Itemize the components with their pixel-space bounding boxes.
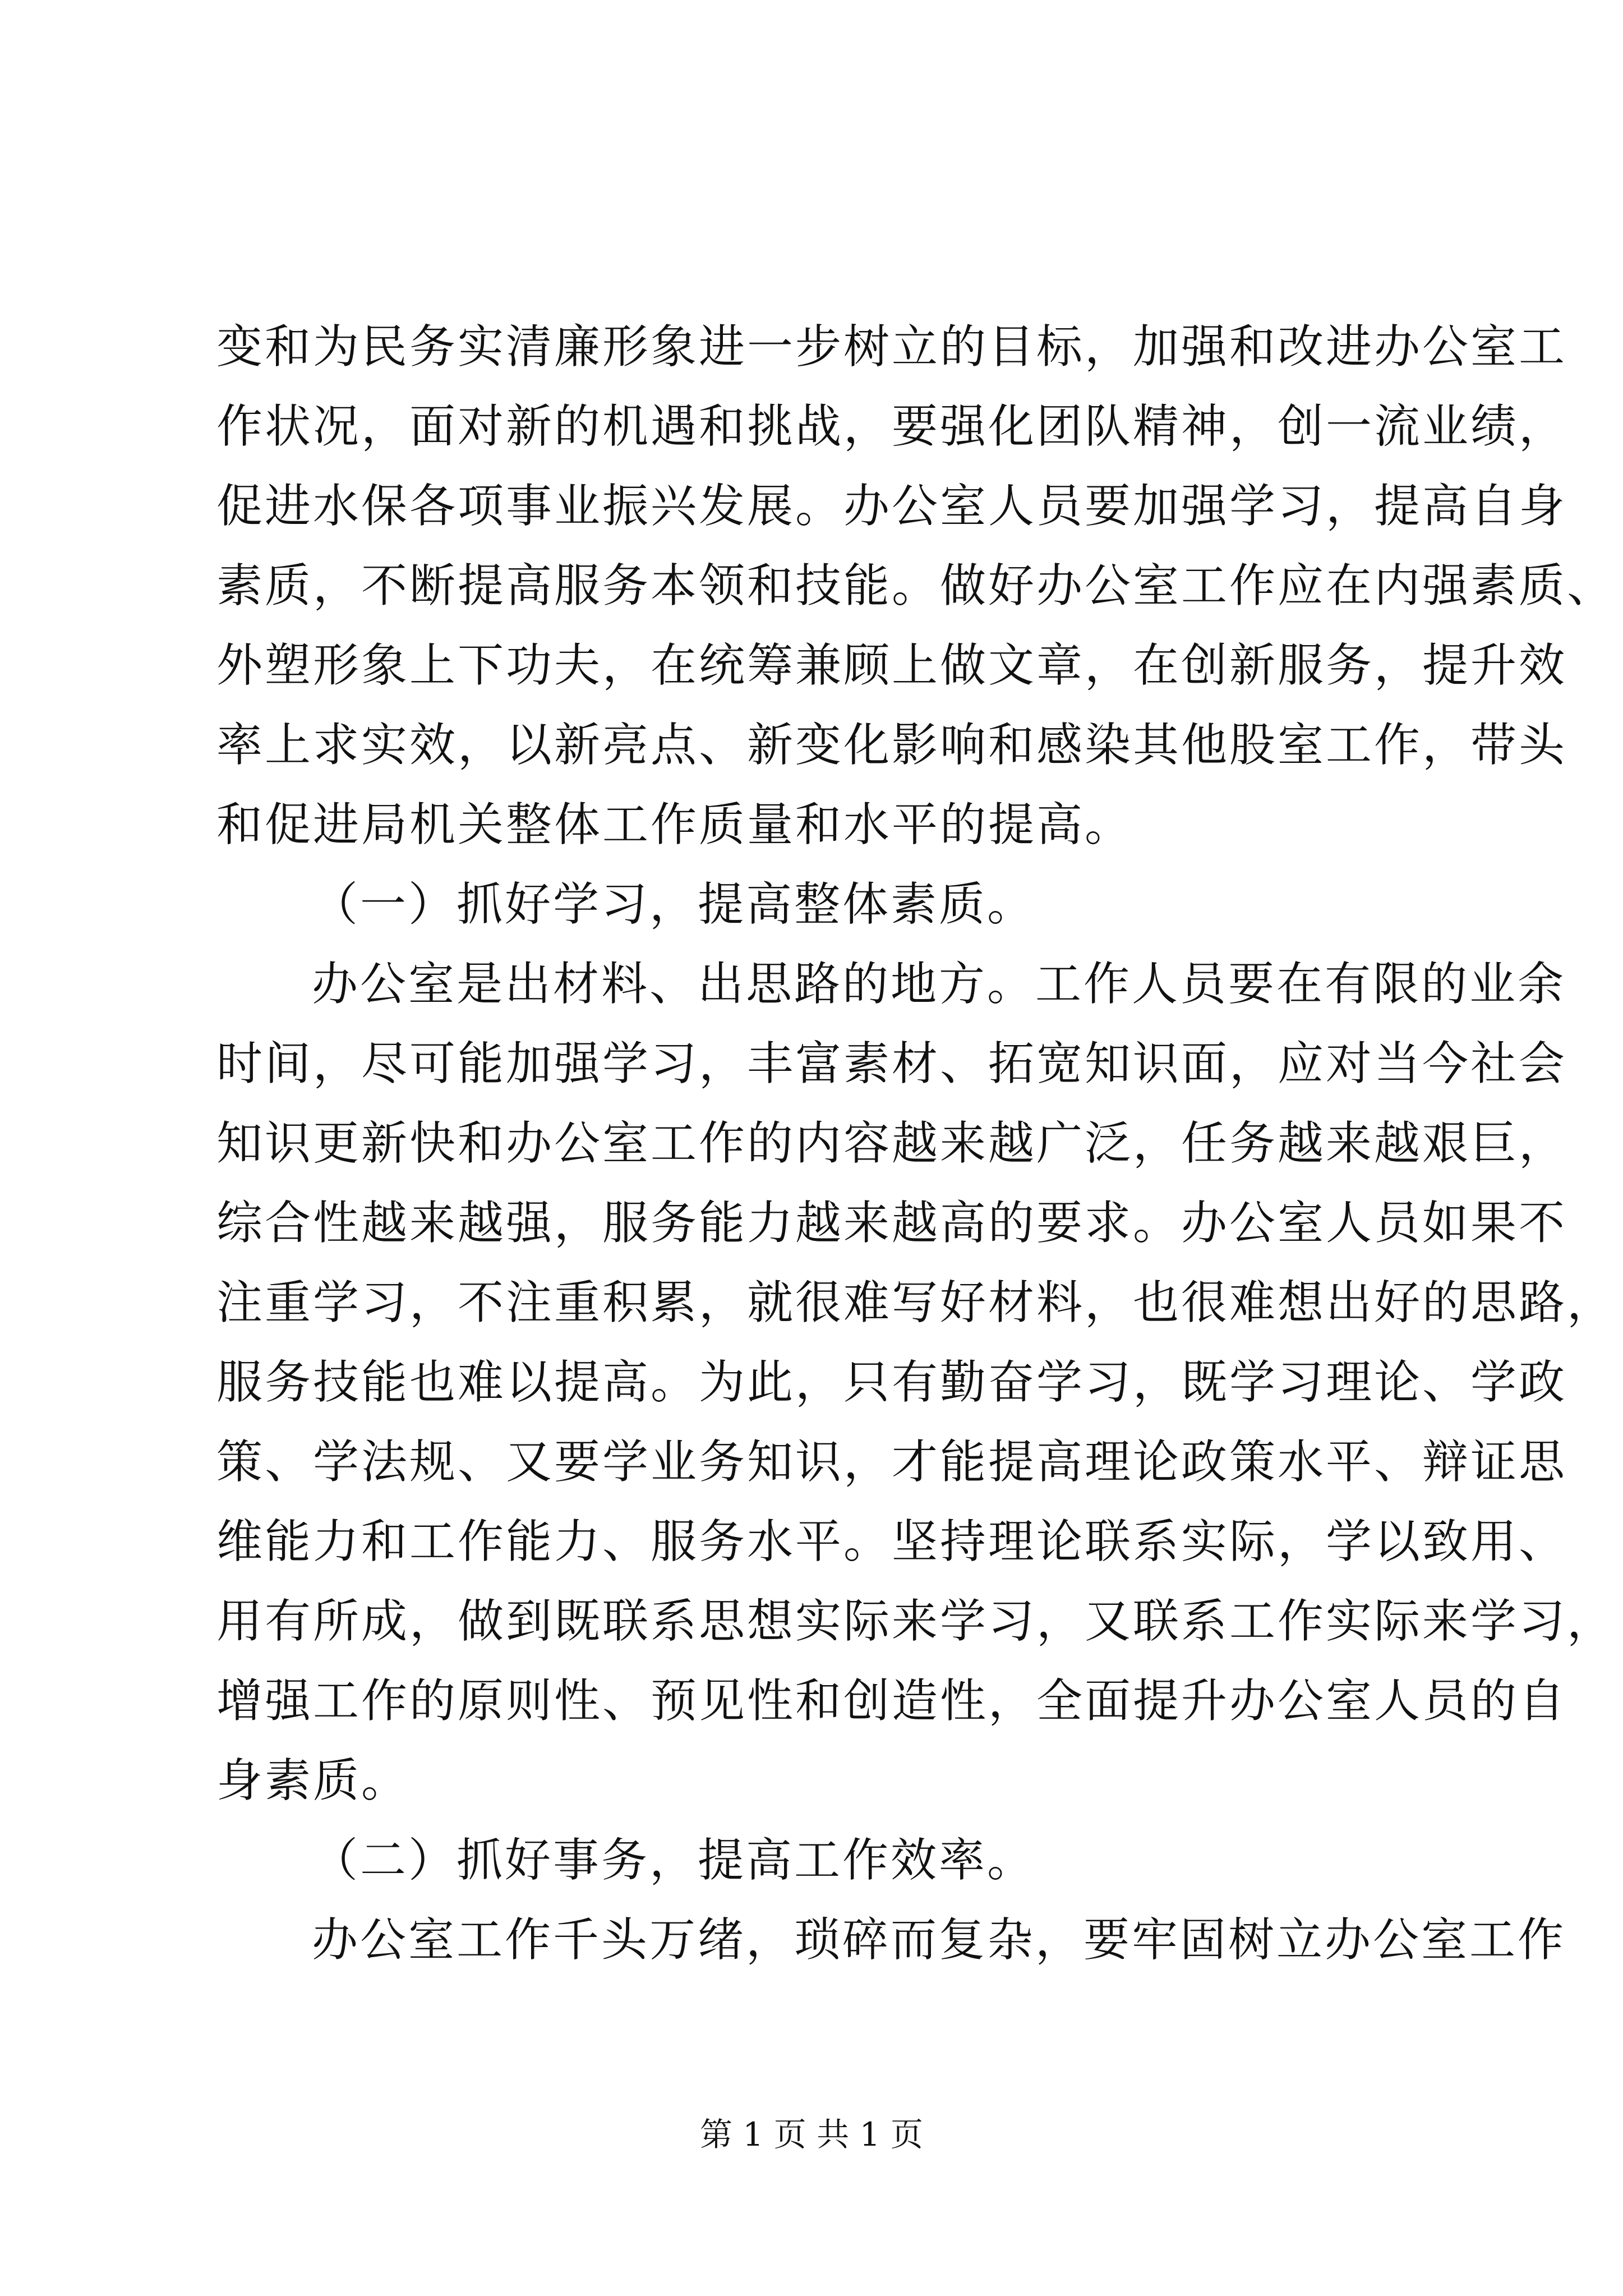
text-line: 服务技能也难以提高。为此，只有勤奋学习，既学习理论、学政 [216,1356,1567,1409]
section-heading-1: （一）抓好学习，提高整体素质。 [312,878,1036,931]
text-line: 维能力和工作能力、服务水平。坚持理论联系实际，学以致用、 [216,1515,1567,1568]
text-line: 策、学法规、又要学业务知识，才能提高理论政策水平、辩证思 [216,1435,1567,1489]
text-line: 作状况，面对新的机遇和挑战，要强化团队精神，创一流业绩， [216,400,1567,453]
text-line: 综合性越来越强，服务能力越来越高的要求。办公室人员如果不 [216,1197,1567,1250]
text-line: 外塑形象上下功夫，在统筹兼顾上做文章，在创新服务，提升效 [216,639,1567,692]
text-line: 时间，尽可能加强学习，丰富素材、拓宽知识面，应对当今社会 [216,1037,1567,1091]
text-line: 变和为民务实清廉形象进一步树立的目标，加强和改进办公室工 [216,320,1567,374]
document-body [216,307,1616,1980]
text-line: 素质，不断提高服务本领和技能。做好办公室工作应在内强素质、 [216,559,1616,613]
text-line: 办公室工作千头万绪，琐碎而复杂，要牢固树立办公室工作 [312,1913,1566,1967]
text-line: 知识更新快和办公室工作的内容越来越广泛，任务越来越艰巨， [216,1117,1567,1170]
text-line: 身素质。 [216,1754,410,1807]
text-line: 率上求实效，以新亮点、新变化影响和感染其他股室工作，带头 [216,719,1567,772]
text-line: 增强工作的原则性、预见性和创造性，全面提升办公室人员的自 [216,1674,1567,1728]
page-footer: 第 1 页 共 1 页 [700,2115,923,2154]
text-line: 和促进局机关整体工作质量和水平的提高。 [216,798,1133,852]
section-heading-2: （二）抓好事务，提高工作效率。 [312,1834,1036,1887]
text-line: 办公室是出材料、出思路的地方。工作人员要在有限的业余 [312,958,1566,1011]
text-line: 注重学习，不注重积累，就很难写好材料，也很难想出好的思路， [216,1276,1616,1329]
text-line: 促进水保各项事业振兴发展。办公室人员要加强学习，提高自身 [216,480,1567,533]
text-line: 用有所成，做到既联系思想实际来学习，又联系工作实际来学习， [216,1595,1616,1648]
